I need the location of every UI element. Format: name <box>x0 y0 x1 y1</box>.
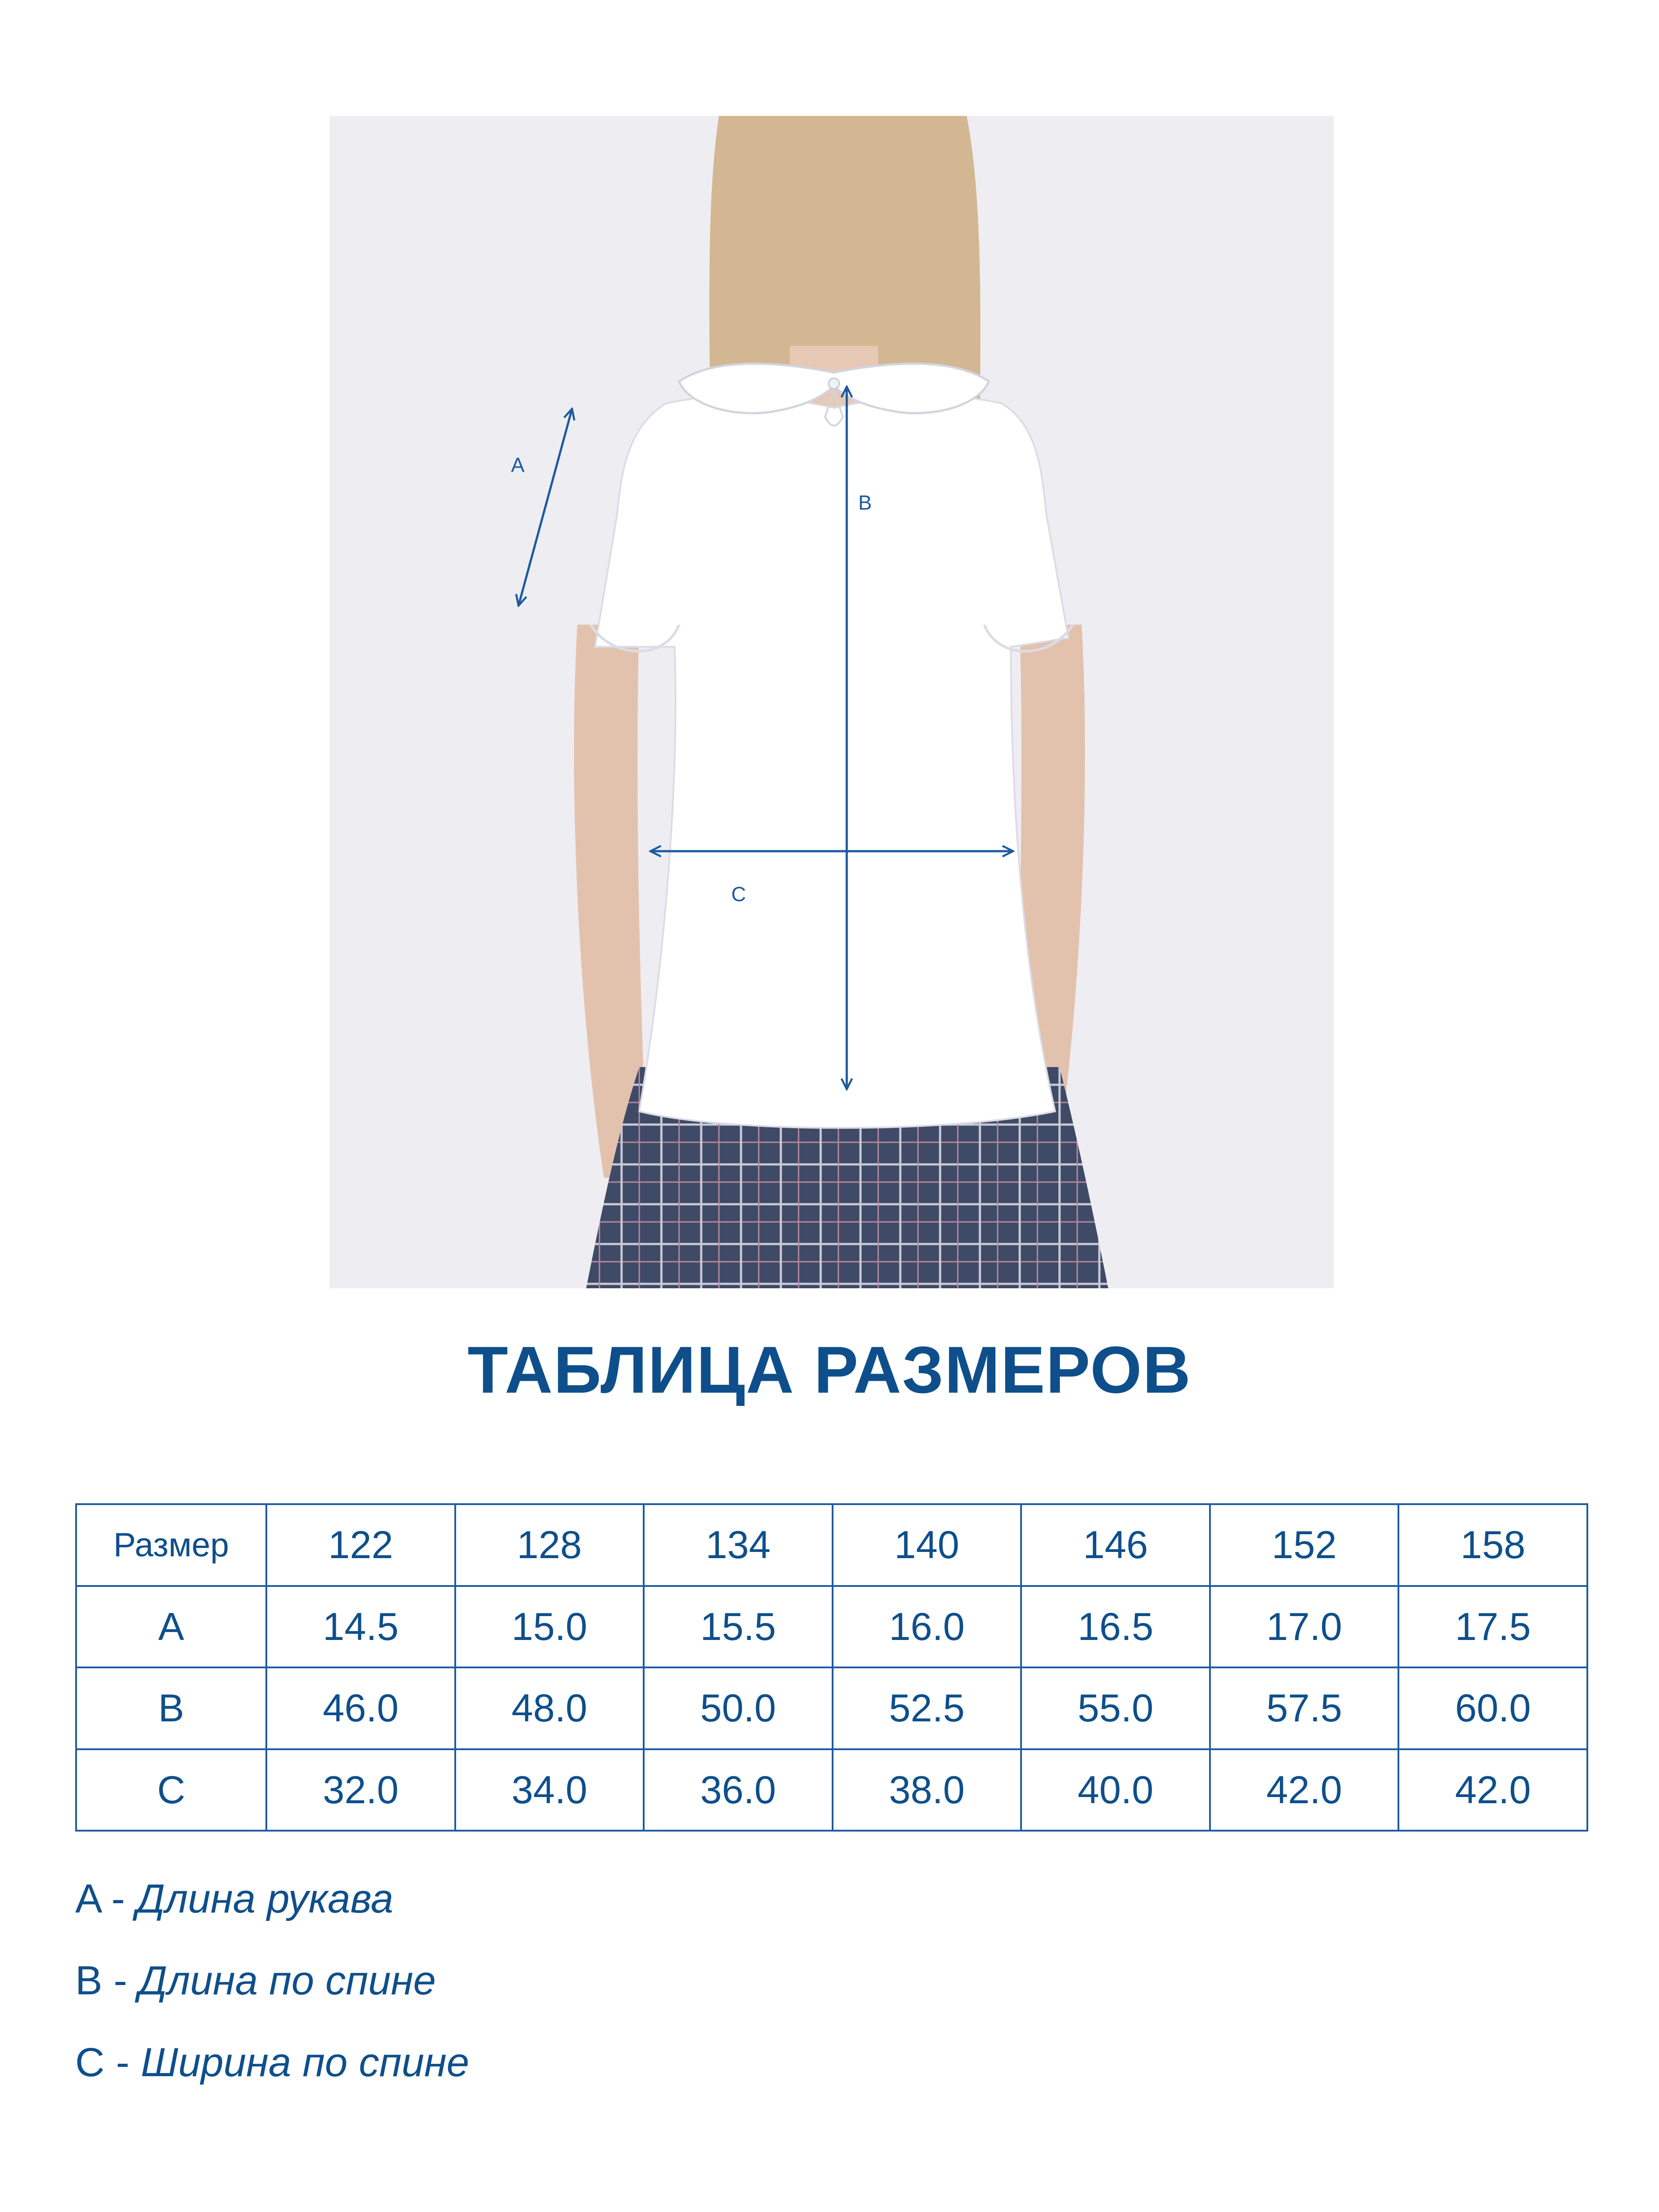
table-cell: 50.0 <box>644 1667 833 1749</box>
header-cell: 134 <box>644 1504 833 1586</box>
row-label: B <box>76 1667 266 1749</box>
table-cell: 60.0 <box>1398 1667 1587 1749</box>
table-cell: 15.5 <box>644 1586 833 1668</box>
table-cell: 14.5 <box>266 1586 455 1668</box>
table-row <box>76 1667 1587 1749</box>
table-cell: 15.0 <box>455 1586 644 1668</box>
size-table <box>75 1503 1588 1832</box>
measure-label-c: C <box>731 883 746 906</box>
header-cell: 152 <box>1210 1504 1399 1586</box>
table-cell: 57.5 <box>1210 1667 1399 1749</box>
table-cell: 36.0 <box>644 1749 833 1831</box>
table-cell: 48.0 <box>455 1667 644 1749</box>
table-row <box>76 1749 1587 1831</box>
legend-key: A - <box>75 1876 137 1921</box>
table-cell: 16.5 <box>1021 1586 1210 1668</box>
legend-description: Длина по спине <box>138 1958 436 2003</box>
table-cell: 34.0 <box>455 1749 644 1831</box>
table-cell: 42.0 <box>1210 1749 1399 1831</box>
row-label: A <box>76 1586 266 1668</box>
table-cell: 52.5 <box>833 1667 1022 1749</box>
table-row <box>76 1586 1587 1668</box>
legend-item-b <box>75 1958 436 2004</box>
header-cell: 128 <box>455 1504 644 1586</box>
table-cell: 16.0 <box>833 1586 1022 1668</box>
page-title: ТАБЛИЦА РАЗМЕРОВ <box>467 1333 1192 1407</box>
table-header-row <box>76 1504 1587 1586</box>
table-cell: 40.0 <box>1021 1749 1210 1831</box>
legend-item-c <box>75 2039 469 2086</box>
measure-label-b: B <box>858 491 872 514</box>
table-cell: 32.0 <box>266 1749 455 1831</box>
collar-button <box>829 378 839 389</box>
measure-label-a: A <box>511 453 525 476</box>
legend-item-a <box>75 1876 393 1922</box>
table-cell: 42.0 <box>1398 1749 1587 1831</box>
legend-description: Длина рукава <box>136 1876 394 1921</box>
legend-key: C - <box>75 2040 141 2085</box>
table-cell: 46.0 <box>266 1667 455 1749</box>
table-cell: 38.0 <box>833 1749 1022 1831</box>
table-cell: 17.5 <box>1398 1586 1587 1668</box>
header-cell: 146 <box>1021 1504 1210 1586</box>
legend-key: B - <box>75 1958 139 2003</box>
product-photo-svg <box>330 116 1334 1288</box>
header-cell: 158 <box>1398 1504 1587 1586</box>
header-cell: Размер <box>76 1504 266 1586</box>
header-cell: 140 <box>833 1504 1022 1586</box>
product-photo <box>330 116 1334 1288</box>
header-cell: 122 <box>266 1504 455 1586</box>
row-label: C <box>76 1749 266 1831</box>
table-cell: 55.0 <box>1021 1667 1210 1749</box>
legend-description: Ширина по спине <box>141 2040 469 2085</box>
table-cell: 17.0 <box>1210 1586 1399 1668</box>
